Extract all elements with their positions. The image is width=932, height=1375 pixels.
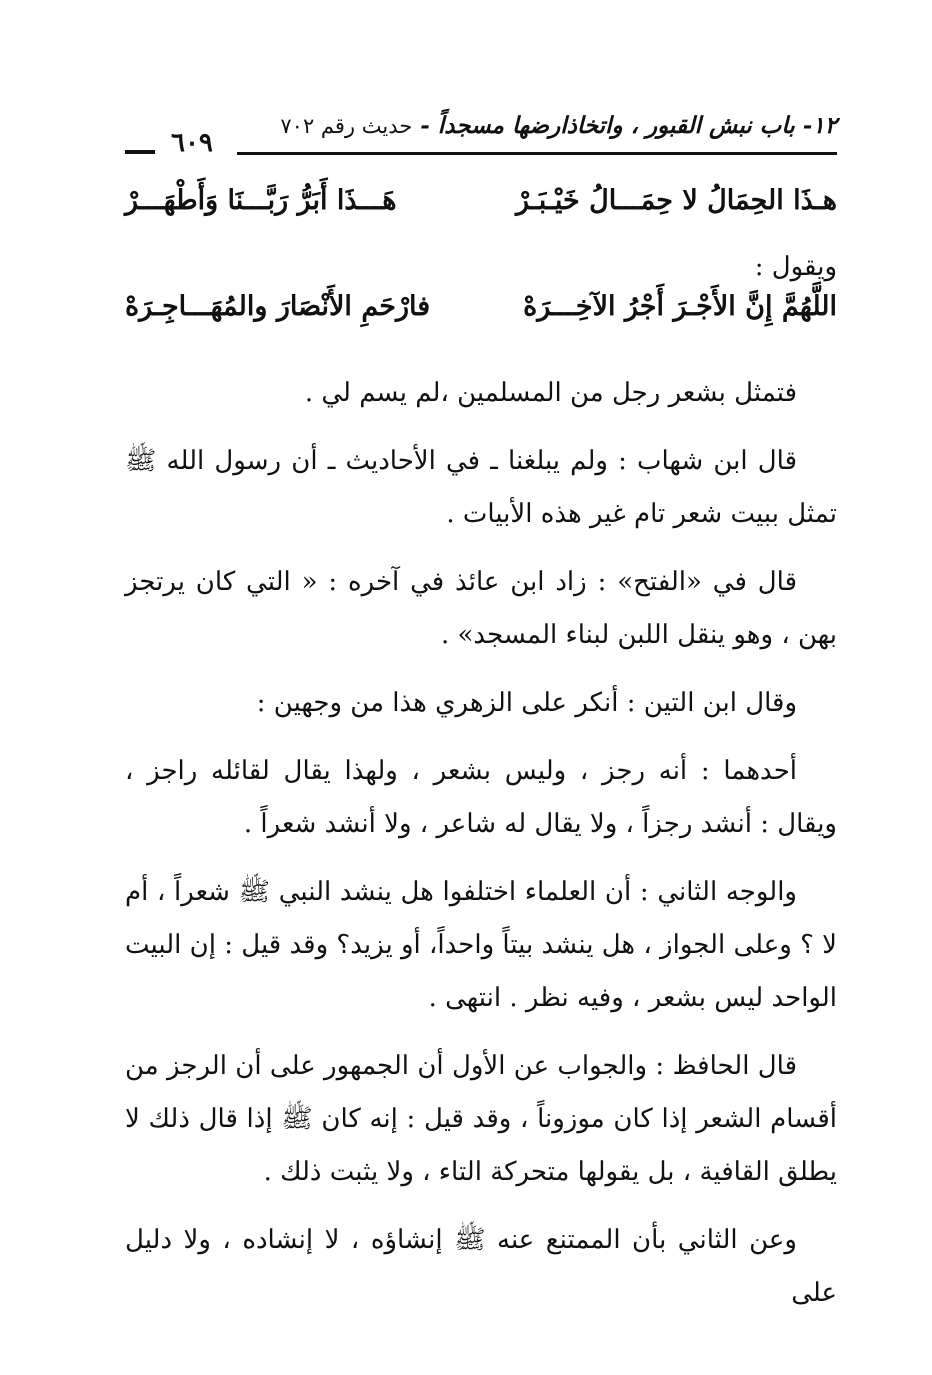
paragraph-3: قال في «الفتح» : زاد ابن عائذ في آخره : « التي كان يرتجز بهن ، وهو ينقل اللبن لبناء المسجد» .	[125, 567, 837, 650]
header-separator: -	[420, 112, 430, 139]
verse-1-first-hemistich: هـذَا الحِمَالُ لا حِمَـــالُ خَيْـبَـرْ	[515, 185, 837, 216]
paragraph-1: فتمثل بشعر رجل من المسلمين ،لم يسم لي .	[304, 378, 797, 408]
page-number: ٦٠٩	[171, 128, 213, 158]
running-title	[280, 112, 837, 139]
page-number-block	[125, 128, 235, 166]
paragraph-4: وقال ابن التين : أنكر على الزهري هذا من وجهين :	[256, 688, 797, 718]
paragraph-5: أحدهما : أنه رجز ، وليس بشعر ، ولهذا يقال لقائله راجز ، ويقال : أنشد رجزاً ، ولا يقال له شاعر ، ولا أنشد شعراً .	[125, 756, 837, 839]
paragraph-8: وعن الثاني بأن الممتنع عنه ﷺ إنشاؤه ، لا إنشاده ، ولا دليل على	[125, 1225, 837, 1308]
verse-1-second-hemistich: هَـــذَا أَبَرُّ رَبَّـــنَا وَأَطْهَـــرْ	[125, 185, 397, 216]
hadith-number: حديث رقم ٧٠٢	[280, 114, 413, 138]
verse-2-second-hemistich: فارْحَمِ الأَنْصَارَ والمُهَـــاجِـرَهْ	[125, 291, 431, 322]
page-header	[125, 112, 837, 162]
chapter-title: ١٢- باب نبش القبور ، واتخاذارضها مسجداً	[437, 112, 837, 139]
paragraph-6: والوجه الثاني : أن العلماء اختلفوا هل ينشد النبي ﷺ شعراً ، أم لا ؟ وعلى الجواز ، هل ينشد بيتاً واحداً، أو يزيد؟ وقد قيل : إن البيت الواحد ليس بشعر ، وفيه نظر . انتهى .	[125, 877, 837, 1013]
poem-verse-1	[125, 185, 837, 243]
page-number-dash	[125, 150, 155, 154]
page-body	[125, 185, 837, 1335]
paragraph-2: قال ابن شهاب : ولم يبلغنا ـ في الأحاديث ـ أن رسول الله ﷺ تمثل ببيت شعر تام غير هذه الأبيات .	[125, 446, 837, 529]
intro-line: ويقول :	[754, 252, 837, 282]
header-rule	[237, 152, 837, 155]
poem-verse-2	[125, 291, 837, 349]
verse-2-first-hemistich: اللَّهُمَّ إِنَّ الأَجْـرَ أَجْرُ الآخِـــرَهْ	[523, 291, 837, 322]
paragraph-7: قال الحافظ : والجواب عن الأول أن الجمهور على أن الرجز من أقسام الشعر إذا كان موزوناً ، وقد قيل : إنه كان ﷺ إذا قال ذلك لا يطلق القافية ، بل يقولها متحركة التاء ، ولا يثبت ذلك .	[125, 1051, 837, 1187]
